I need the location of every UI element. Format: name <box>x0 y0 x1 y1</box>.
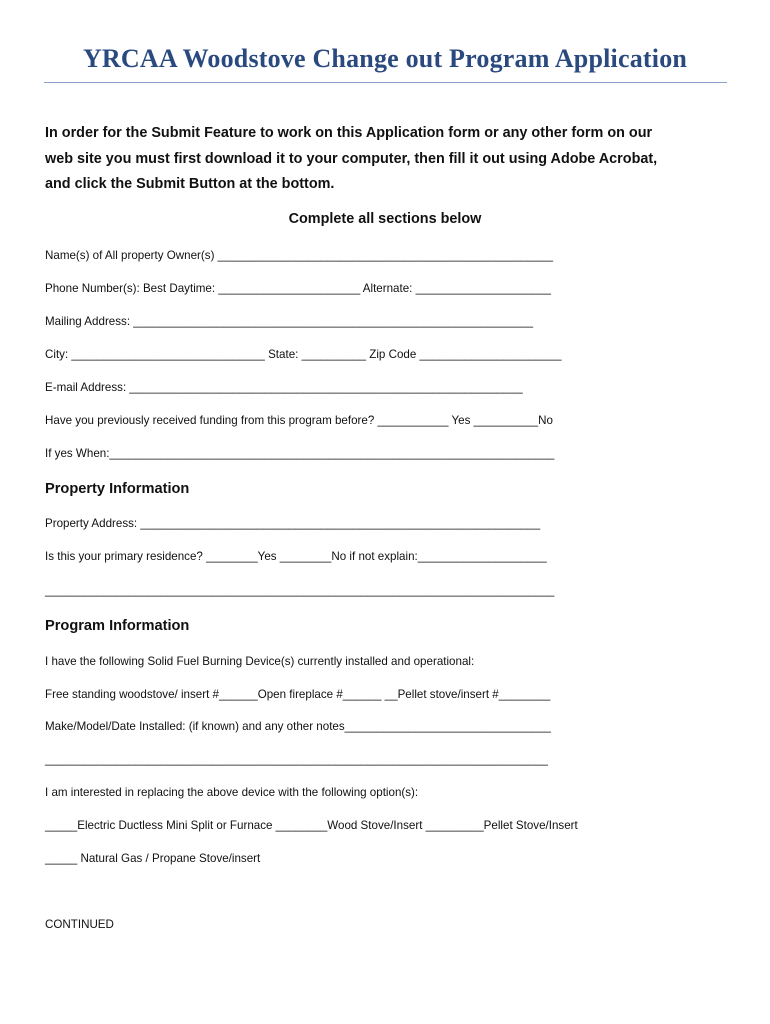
replacement-options-field[interactable]: _____Electric Ductless Mini Split or Furnace ________Wood Stove/Insert _________Pellet Stove/Insert <box>45 819 578 832</box>
devices-intro-text: I have the following Solid Fuel Burning Device(s) currently installed and operational: <box>45 655 475 668</box>
document-title: YRCAA Woodstove Change out Program Application <box>82 44 688 73</box>
intro-line-1: In order for the Submit Feature to work on this Application form or any other form on our <box>45 125 653 141</box>
previous-funding-field[interactable]: Have you previously received funding from this program before? ___________ Yes __________No <box>45 414 553 427</box>
notes-blank-line[interactable]: ______________________________________________________________________________ <box>45 753 548 766</box>
sections-subheading: Complete all sections below <box>288 211 482 227</box>
phone-field[interactable]: Phone Number(s): Best Daytime: ______________________ Alternate: _____________________ <box>45 282 552 295</box>
property-address-field[interactable]: Property Address: ______________________________________________________________ <box>45 517 541 530</box>
replace-intro-text: I am interested in replacing the above device with the following option(s): <box>45 786 419 799</box>
intro-paragraph <box>45 121 735 198</box>
intro-line-2: web site you must first download it to your computer, then fill it out using Adobe Acrobat, <box>45 150 658 167</box>
email-field[interactable]: E-mail Address: _____________________________________________________________ <box>45 381 523 394</box>
gas-propane-option-field[interactable]: _____ Natural Gas / Propane Stove/insert <box>45 852 261 865</box>
program-information-heading: Program Information <box>45 618 190 634</box>
if-yes-when-field[interactable]: If yes When:_____________________________________________________________________ <box>45 447 555 460</box>
property-explain-line[interactable]: _______________________________________________________________________________ <box>45 584 555 597</box>
continued-label: CONTINUED <box>45 918 114 931</box>
primary-residence-field[interactable]: Is this your primary residence? ________Yes ________No if not explain:____________________ <box>45 550 547 563</box>
property-information-heading: Property Information <box>45 481 190 497</box>
devices-field[interactable]: Free standing woodstove/ insert #______Open fireplace #______ __Pellet stove/insert #________ <box>45 688 551 701</box>
title-underline <box>44 82 727 83</box>
owners-field[interactable]: Name(s) of All property Owner(s) ____________________________________________________ <box>45 249 553 262</box>
make-model-field[interactable]: Make/Model/Date Installed: (if known) and any other notes________________________________ <box>45 720 551 733</box>
intro-line-3: and click the Submit Button at the bottom. <box>45 176 335 192</box>
city-state-zip-field[interactable]: City: ______________________________ State: __________ Zip Code ______________________ <box>45 348 562 361</box>
mailing-address-field[interactable]: Mailing Address: ______________________________________________________________ <box>45 315 534 328</box>
